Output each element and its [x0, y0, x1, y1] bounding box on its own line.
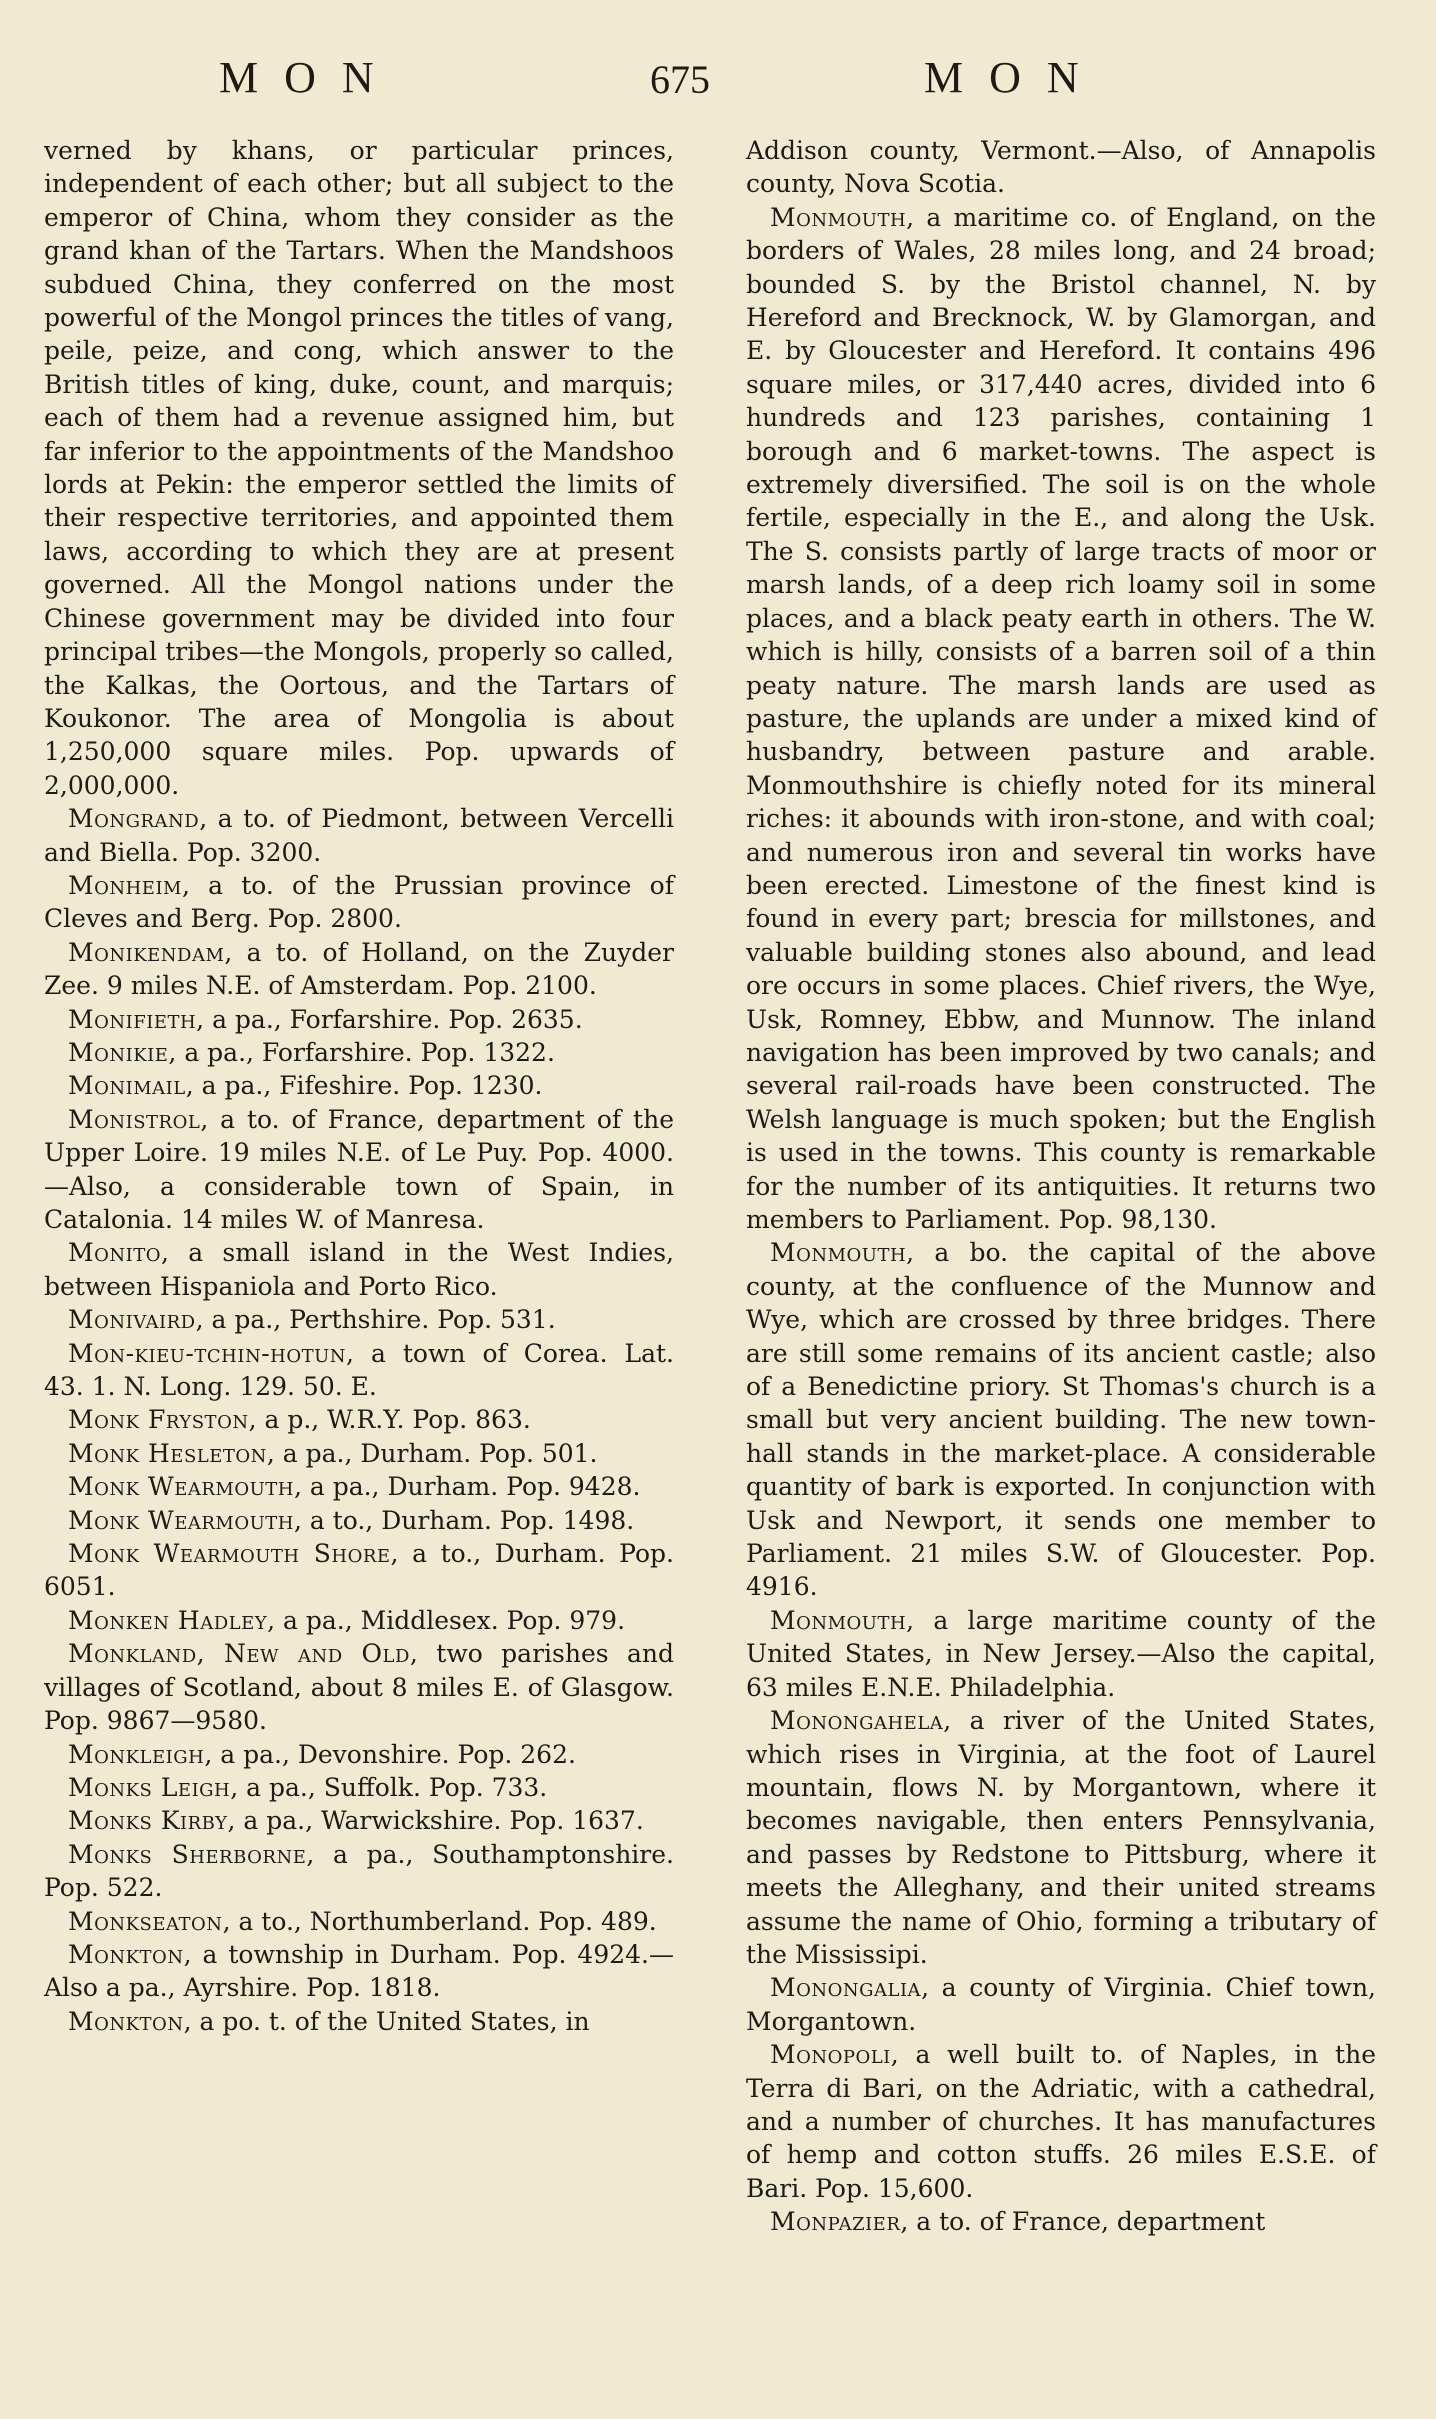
entry-headword: Monifieth: [68, 1004, 197, 1034]
entry-headword: Monks Sherborne: [68, 1839, 307, 1869]
entry-headword: Monpazier: [770, 2207, 901, 2237]
page-number: 675: [650, 57, 710, 102]
entry-headword: Monkton: [68, 2006, 184, 2036]
gazetteer-entry: [44, 1403, 674, 1436]
entry-text: , a small island in the West Indies, between Hispaniola and Porto Rico.: [44, 1238, 674, 1301]
gazetteer-entry: [44, 1504, 674, 1537]
text-columns: [44, 134, 1376, 2239]
entry-text: , a to. of Piedmont, between Vercelli and Biella. Pop. 3200.: [44, 804, 674, 867]
gazetteer-entry: [746, 1236, 1376, 1603]
entry-headword: Monk Wearmouth: [68, 1472, 294, 1502]
gazetteer-entry: [44, 2005, 674, 2038]
entry-text: , a town of Corea. Lat. 43. 1. N. Long. 129. 50. E.: [44, 1338, 674, 1402]
gazetteer-entry: [44, 936, 674, 1003]
entry-text: verned by khans, or particular princes, independent of each other; but all subject to the emperor of China, whom they consider as the grand khan of the Tartars. When the Mandshoos subdued China, they conferred on the most powerful of the Mongol princes the titles of vang, peile, peize, and cong, which answer to the British titles of king, duke, count, and marquis; each of them had a revenue assigned him, but far inferior to the appointments of the Mandshoo lords at Pekin: the emperor settled the limits of their respective territories, and appointed them laws, according to which they are at present governed. All the Mongol nations under the Chinese government may be divided into four principal tribes—the Mongols, properly so called, the Kalkas, the Oortous, and the Tartars of Koukonor. The area of Mongolia is about 1,250,000 square miles. Pop. upwards of 2,000,000.: [44, 136, 674, 800]
entry-text: , a to., Durham. Pop. 1498.: [293, 1505, 635, 1535]
gazetteer-entry: [44, 1470, 674, 1503]
gazetteer-entry: [44, 1337, 674, 1404]
entry-headword: Monikie: [68, 1037, 169, 1067]
entry-text: , a pa., Suffolk. Pop. 733.: [230, 1772, 548, 1802]
entry-text: , a pa., Perthshire. Pop. 531.: [195, 1305, 556, 1335]
entry-headword: Monmouth: [770, 1238, 907, 1268]
entry-headword: Monk Wearmouth: [68, 1505, 294, 1535]
entry-text: , a to. of France, department: [900, 2207, 1266, 2237]
entry-text: , a bo. the capital of the above county, at the confluence of the Munnow and Wye, which are crossed by three bridges. There are still some remains of its ancient castle; also of a Benedictine priory. St Thomas's church is a small but very ancient building. The new town-hall stands in the market-place. A considerable quantity of bark is exported. In conjunction with Usk and Newport, it sends one member to Parliament. 21 miles S.W. of Gloucester. Pop. 4916.: [746, 1238, 1376, 1602]
entry-text: , a pa., Warwickshire. Pop. 1637.: [227, 1806, 644, 1836]
gazetteer-entry: [44, 802, 674, 869]
gazetteer-entry: [44, 1938, 674, 2005]
gazetteer-entry: [746, 134, 1376, 201]
gazetteer-entry: [44, 1604, 674, 1637]
gazetteer-entry: [44, 1771, 674, 1804]
entry-headword: Monheim: [68, 870, 182, 900]
gazetteer-entry: [746, 1604, 1376, 1704]
gazetteer-entry: [44, 1738, 674, 1771]
running-header: [44, 52, 1376, 134]
gazetteer-entry: [44, 1838, 674, 1905]
entry-text: , a pa., Middlesex. Pop. 979.: [267, 1605, 626, 1635]
entry-text: , a to., Durham. Pop. 6051.: [44, 1539, 674, 1602]
entry-text: , a po. t. of the United States, in: [183, 2006, 590, 2036]
entry-headword: Monkland, New and Old: [68, 1639, 410, 1669]
entry-headword: Monk Wearmouth Shore: [68, 1539, 391, 1569]
entry-text: , a pa., Devonshire. Pop. 262.: [204, 1739, 576, 1769]
entry-headword: Mon-kieu-tchin-hotun: [68, 1338, 347, 1368]
entry-text: , a to. of Holland, on the Zuyder Zee. 9 miles N.E. of Amsterdam. Pop. 2100.: [44, 937, 674, 1001]
entry-headword: Monivaird: [68, 1305, 196, 1335]
gazetteer-entry: [44, 1236, 674, 1303]
gazetteer-entry: [44, 1537, 674, 1604]
gazetteer-entry: [44, 1103, 674, 1237]
entry-text: Addison county, Vermont.—Also, of Annapolis county, Nova Scotia.: [746, 136, 1376, 199]
entry-headword: Monmouth: [770, 202, 907, 232]
entry-text: , a pa., Forfarshire. Pop. 1322.: [168, 1037, 555, 1067]
entry-headword: Monken Hadley: [68, 1605, 268, 1635]
entry-text: , a county of Virginia. Chief town, Morgantown.: [746, 1973, 1376, 2036]
gazetteer-entry: [44, 1804, 674, 1837]
gazetteer-entry: [746, 1704, 1376, 1971]
entry-headword: Monongahela: [770, 1706, 944, 1736]
gazetteer-entry: [746, 2038, 1376, 2205]
gazetteer-entry: [44, 1069, 674, 1102]
entry-headword: Monkseaton: [68, 1906, 223, 1936]
entry-text: , a maritime co. of England, on the borders of Wales, 28 miles long, and 24 broad; bounded S. by the Bristol channel, N. by Hereford and Brecknock, W. by Glamorgan, and E. by Gloucester and Hereford. It contains 496 square miles, or 317,440 acres, divided into 6 hundreds and 123 parishes, containing 1 borough and 6 market-towns. The aspect is extremely diversified. The soil is on the whole fertile, especially in the E., and along the Usk. The S. consists partly of large tracts of moor or marsh lands, of a deep rich loamy soil in some places, and a black peaty earth in others. The W. which is hilly, consists of a barren soil of a thin peaty nature. The marsh lands are used as pasture, the uplands are under a mixed kind of husbandry, between pasture and arable. Monmouthshire is chiefly noted for its mineral riches: it abounds with iron-stone, and with coal; and numerous iron and several tin works have been erected. Limestone of the finest kind is found in every part; brescia for millstones, and valuable building stones also abound, and lead ore occurs in some places. Chief rivers, the Wye, Usk, Romney, Ebbw, and Munnow. The inland navigation has been improved by two canals; and several rail-roads have been constructed. The Welsh language is much spoken; but the English is used in the towns. This county is remarkable for the number of its antiquities. It returns two members to Parliament. Pop. 98,130.: [746, 202, 1376, 1234]
entry-text: , a well built to. of Naples, in the Terra di Bari, on the Adriatic, with a cathedral, and a number of churches. It has manufactures of hemp and cotton stuffs. 26 miles E.S.E. of Bari. Pop. 15,600.: [746, 2040, 1376, 2203]
entry-text: , a pa., Forfarshire. Pop. 2635.: [196, 1004, 583, 1034]
gazetteer-entry: [44, 1637, 674, 1737]
gazetteer-entry: [44, 869, 674, 936]
entry-headword: Monkton: [68, 1939, 184, 1969]
entry-text: , two parishes and villages of Scotland, about 8 miles E. of Glasgow. Pop. 9867—9580.: [44, 1639, 674, 1736]
gazetteer-entry: [44, 1905, 674, 1938]
entry-headword: Monmouth: [770, 1605, 907, 1635]
entry-text: , a river of the United States, which rises in Virginia, at the foot of Laurel mountain, flows N. by Morgantown, where it becomes navigable, then enters Pennsylvania, and passes by Redstone to Pittsburg, where it meets the Alleghany, and their united streams assume the name of Ohio, forming a tributary of the Mississipi.: [746, 1706, 1376, 1969]
gazetteer-entry: [44, 1303, 674, 1336]
entry-headword: Monks Leigh: [68, 1772, 231, 1802]
entry-text: , a township in Durham. Pop. 4924.—Also a pa., Ayrshire. Pop. 1818.: [44, 1939, 674, 2003]
entry-text: , a to. of France, department of the Upper Loire. 19 miles N.E. of Le Puy. Pop. 4000.—Also, a considerable town of Spain, in Catalonia. 14 miles W. of Manresa.: [44, 1104, 674, 1234]
entry-headword: Monkleigh: [68, 1739, 205, 1769]
gazetteer-entry: [44, 1036, 674, 1069]
entry-text: , a large maritime county of the United States, in New Jersey.—Also the capital, 63 miles E.N.E. Philadelphia.: [746, 1605, 1376, 1702]
gazetteer-entry: [746, 2205, 1376, 2238]
gazetteer-entry: [746, 201, 1376, 1237]
entry-text: , a pa., Fifeshire. Pop. 1230.: [185, 1071, 543, 1101]
entry-text: , a pa., Durham. Pop. 501.: [266, 1438, 598, 1468]
entry-headword: Monopoli: [770, 2040, 891, 2070]
entry-text: , a to., Northumberland. Pop. 489.: [222, 1906, 657, 1936]
right-column: [746, 134, 1376, 2239]
gazetteer-entry: [746, 1971, 1376, 2038]
entry-headword: Monk Hesleton: [68, 1438, 267, 1468]
header-left-word: MON: [219, 53, 400, 102]
entry-headword: Monimail: [68, 1071, 186, 1101]
gazetteer-entry: [44, 1437, 674, 1470]
entry-text: , a pa., Durham. Pop. 9428.: [293, 1472, 641, 1502]
entry-headword: Monk Fryston: [68, 1405, 249, 1435]
gazetteer-entry: [44, 134, 674, 802]
entry-headword: Monks Kirby: [68, 1806, 228, 1836]
gazetteer-entry: [44, 1003, 674, 1036]
entry-headword: Monistrol: [68, 1104, 201, 1134]
entry-headword: Monito: [68, 1238, 161, 1268]
header-right-word: MON: [924, 53, 1105, 102]
entry-text: , a pa., Southamptonshire. Pop. 522.: [44, 1839, 674, 1903]
entry-headword: Mongrand: [68, 804, 200, 834]
entry-headword: Monikendam: [68, 937, 225, 967]
entry-headword: Monongalia: [770, 1973, 922, 2003]
left-column: [44, 134, 674, 2239]
entry-text: , a to. of the Prussian province of Cleves and Berg. Pop. 2800.: [44, 870, 674, 934]
entry-text: , a p., W.R.Y. Pop. 863.: [248, 1405, 531, 1435]
